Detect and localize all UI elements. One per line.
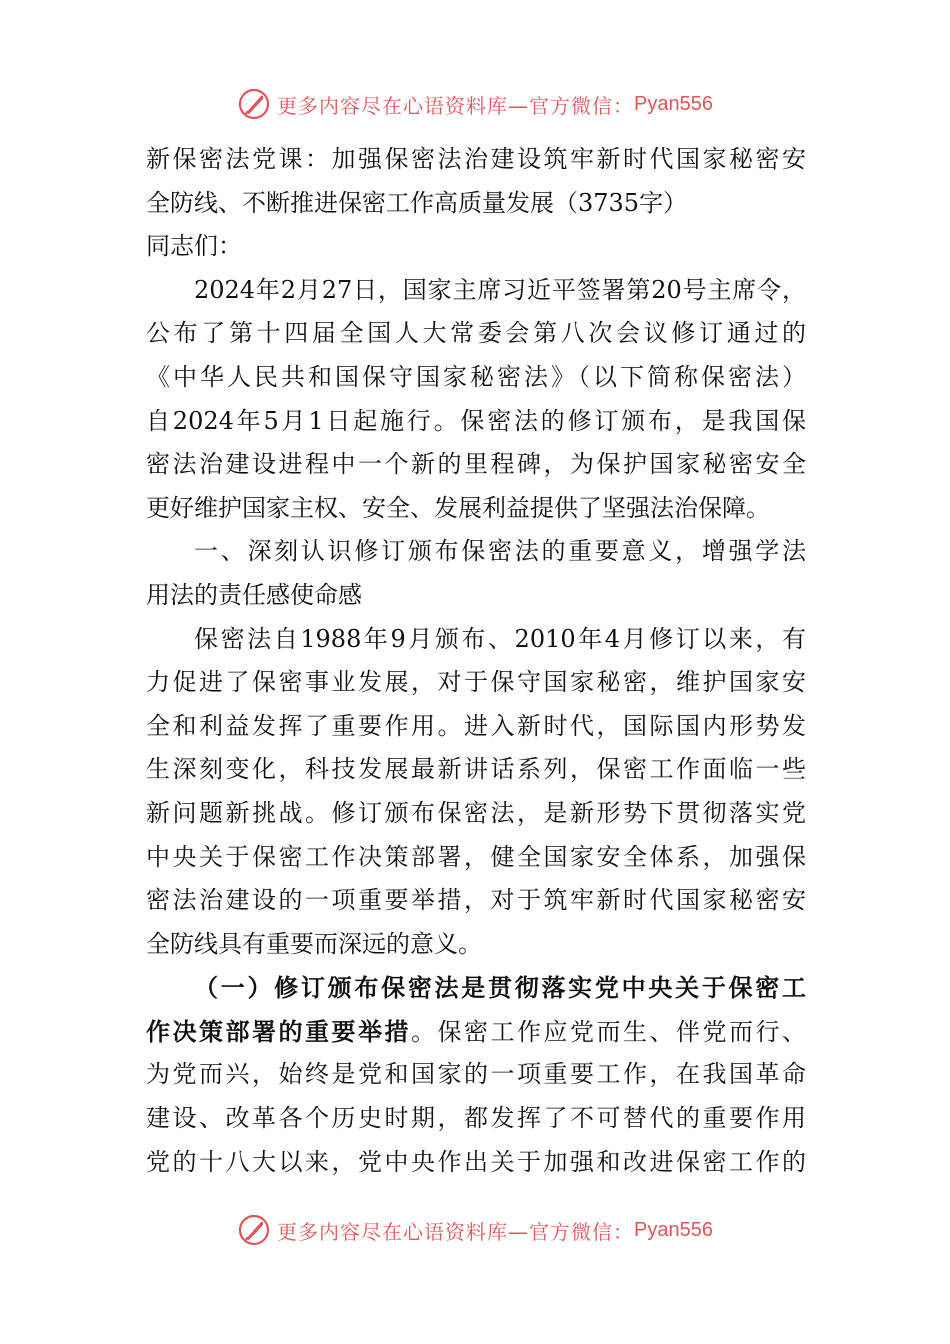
body-text: 《中华人民共和国保守国家秘密法》（以下简称保密法） <box>146 362 806 391</box>
text-line <box>146 879 806 923</box>
text-line <box>146 705 806 749</box>
text-line <box>146 182 806 226</box>
text-line <box>146 1010 806 1054</box>
body-text: 中央关于保密工作决策部署，健全国家安全体系，加强保 <box>146 842 806 871</box>
body-text: 新保密法党课：加强保密法治建设筑牢新时代国家秘密安 <box>146 145 806 173</box>
body-text: 更好维护国家主权、安全、发展利益提供了坚强法治保障。 <box>146 493 770 522</box>
document-body <box>146 138 806 1184</box>
body-text: 生深刻变化，科技发展最新讲话系列，保密工作面临一些 <box>146 755 806 784</box>
text-line <box>146 312 806 356</box>
watermark-banner-top <box>0 84 950 124</box>
watermark-wechat-id: Pyan556 <box>634 1218 713 1241</box>
text-line <box>146 269 806 313</box>
quill-pen-icon <box>237 1213 271 1247</box>
text-line <box>146 574 806 618</box>
body-text: 党的十八大以来，党中央作出关于加强和改进保密工作的 <box>146 1147 806 1176</box>
body-text: 一、深刻认识修订颁布保密法的重要意义，增强学法 <box>194 537 806 566</box>
quill-pen-icon <box>237 87 271 121</box>
text-line <box>146 1053 806 1097</box>
body-text: 全防线、不断推进保密工作高质量发展（3735字） <box>146 188 688 217</box>
body-text: 。保密工作应党而生、伴党而行、 <box>411 1017 806 1046</box>
text-line <box>146 487 806 531</box>
text-line <box>146 966 806 1010</box>
body-text: 力促进了保密事业发展，对于保守国家秘密，维护国家安 <box>146 668 806 697</box>
text-line <box>146 443 806 487</box>
body-text: 密法治建设进程中一个新的里程碑，为保护国家秘密安全 <box>146 450 806 479</box>
watermark-text: 更多内容尽在心语资料库—官方微信： <box>277 93 635 118</box>
bold-heading-text: 作决策部署的重要举措 <box>146 1016 411 1046</box>
body-text: 新问题新挑战。修订颁布保密法，是新形势下贯彻落实党 <box>146 798 806 827</box>
body-text: 公布了第十四届全国人大常委会第八次会议修订通过的 <box>146 319 806 348</box>
watermark-text: 更多内容尽在心语资料库—官方微信： <box>277 1219 635 1244</box>
body-text: 2024年2月27日，国家主席习近平签署第20号主席令， <box>194 275 806 304</box>
text-line <box>146 225 806 269</box>
body-text: 全和利益发挥了重要作用。进入新时代，国际国内形势发 <box>146 711 806 740</box>
body-text: 建设、改革各个历史时期，都发挥了不可替代的重要作用 <box>146 1104 806 1133</box>
body-text: 保密法自1988年9月颁布、2010年4月修订以来，有 <box>194 624 806 653</box>
text-line <box>146 836 806 880</box>
text-line <box>146 661 806 705</box>
body-text: 全防线具有重要而深远的意义。 <box>146 929 482 958</box>
text-line <box>146 530 806 574</box>
body-text: 密法治建设的一项重要举措，对于筑牢新时代国家秘密安 <box>146 886 806 915</box>
text-line <box>146 923 806 967</box>
body-text: 同志们： <box>146 232 242 261</box>
text-line <box>146 1141 806 1185</box>
text-line <box>146 1097 806 1141</box>
text-line <box>146 138 806 182</box>
text-line <box>146 618 806 662</box>
watermark-wechat-id: Pyan556 <box>634 92 713 115</box>
text-line <box>146 356 806 400</box>
body-text: 自2024年5月1日起施行。保密法的修订颁布，是我国保 <box>146 406 806 435</box>
text-line <box>146 748 806 792</box>
watermark-banner-bottom <box>0 1210 950 1250</box>
bold-heading-text: （一）修订颁布保密法是贯彻落实党中央关于保密工 <box>194 973 806 1003</box>
text-line <box>146 792 806 836</box>
body-text: 为党而兴，始终是党和国家的一项重要工作，在我国革命 <box>146 1060 806 1089</box>
text-line <box>146 400 806 444</box>
body-text: 用法的责任感使命感 <box>146 580 362 609</box>
